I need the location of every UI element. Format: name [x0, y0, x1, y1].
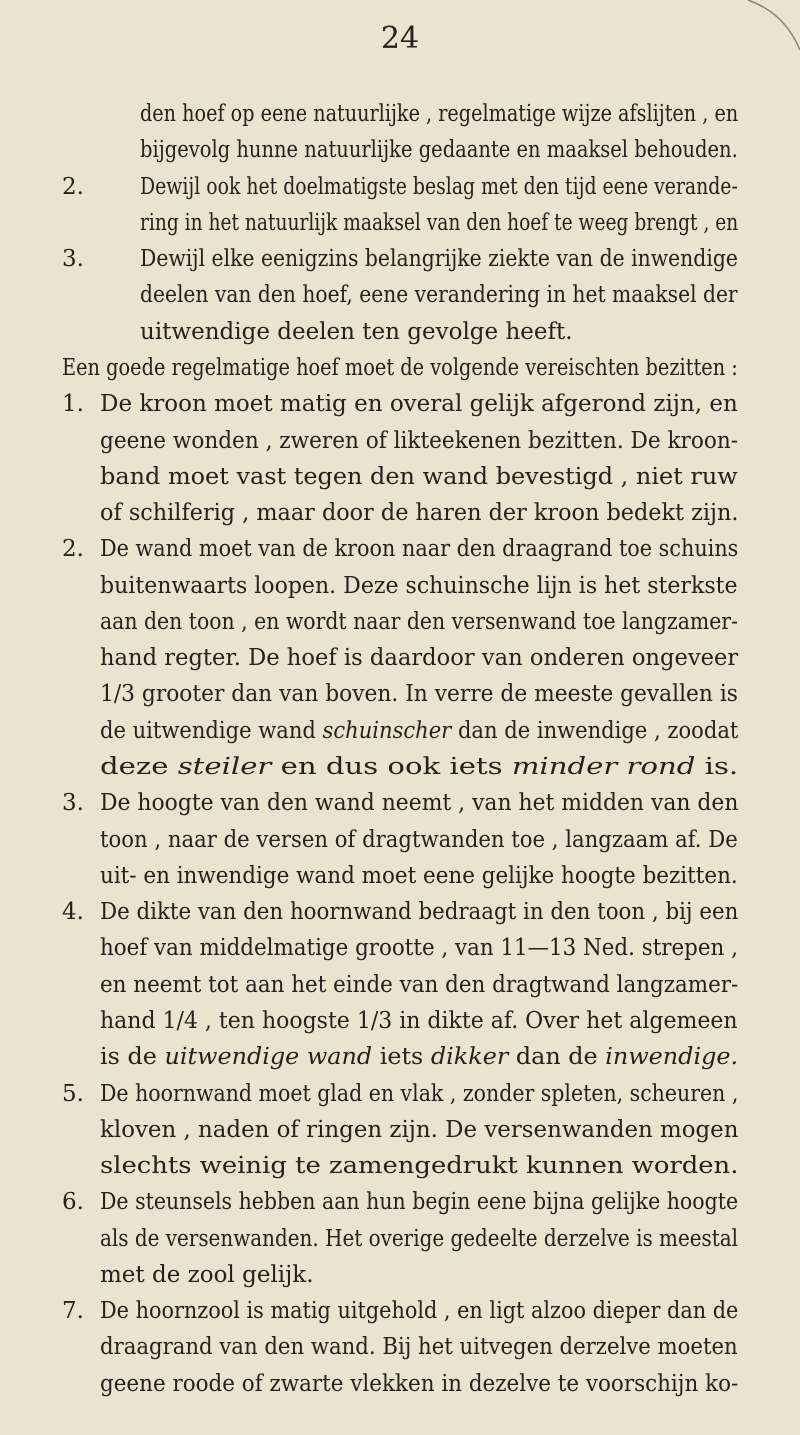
- item-number: 5.: [62, 1080, 84, 1107]
- text-line: aan den toon , en wordt naar den versenwand toe langzamer-: [100, 608, 738, 635]
- text-segment: dan de: [508, 1044, 606, 1071]
- italic-text: dikker: [430, 1044, 509, 1071]
- text-line: hand regter. De hoef is daardoor van onderen ongeveer: [100, 645, 739, 672]
- text-line: 1/3 grooter dan van boven. In verre de meeste gevallen is: [100, 681, 738, 708]
- text-line: Een goede regelmatige hoef moet de volgende vereischten bezitten :: [62, 354, 738, 381]
- text-line: geene roode of zwarte vlekken in dezelve te voorschijn ko-: [100, 1370, 739, 1397]
- text-line: uitwendige deelen ten gevolge heeft.: [140, 318, 573, 345]
- text-line: [100, 1042, 738, 1072]
- text-line: hand 1/4 , ten hoogste 1/3 in dikte af. Over het algemeen: [100, 1007, 738, 1034]
- text-line: en neemt tot aan het einde van den dragtwand langzamer-: [100, 971, 739, 998]
- text-line: De hoogte van den wand neemt , van het midden van den: [100, 790, 739, 817]
- text-line: slechts weinig te zamengedrukt kunnen worden.: [100, 1153, 739, 1180]
- text-line: De kroon moet matig en overal gelijk afgerond zijn, en: [100, 391, 738, 418]
- text-segment: dan de inwendige , zoodat: [451, 717, 739, 744]
- italic-text: steiler: [177, 754, 272, 780]
- page-corner-mark: [740, 0, 800, 60]
- text-line: als de versenwanden. Het overige gedeelte derzelve is meestal: [100, 1225, 739, 1252]
- item-number: 6.: [62, 1189, 84, 1216]
- text-line: geene wonden , zweren of likteekenen bezitten. De kroon-: [100, 427, 739, 454]
- text-segment: is.: [695, 754, 739, 780]
- italic-text: minder rond: [511, 754, 696, 780]
- text-line: Dewijl ook het doelmatigste beslag met den tijd eene verande-: [140, 173, 738, 200]
- text-line: draagrand van den wand. Bij het uitvegen derzelve moeten: [100, 1334, 738, 1361]
- item-number: 2.: [62, 173, 84, 200]
- text-line: deelen van den hoef, eene verandering in het maaksel der: [140, 282, 738, 309]
- text-segment: iets: [372, 1044, 431, 1071]
- item-number: 3.: [62, 790, 84, 817]
- text-line: [100, 752, 738, 782]
- item-number: 2.: [62, 536, 84, 563]
- italic-text: inwendige.: [605, 1044, 739, 1071]
- text-line: toon , naar de versen of dragtwanden toe , langzaam af. De: [100, 826, 738, 853]
- text-line: band moet vast tegen den wand bevestigd , niet ruw: [100, 463, 738, 490]
- text-segment: de uitwendige wand: [100, 717, 323, 744]
- italic-text: uitwendige wand: [164, 1044, 373, 1071]
- text-line: met de zool gelijk.: [100, 1261, 314, 1288]
- text-segment: is de: [100, 1044, 165, 1071]
- text-line: den hoef op eene natuurlijke , regelmatige wijze afslijten , en: [140, 101, 739, 127]
- item-number: 4.: [62, 899, 84, 926]
- text-line: ring in het natuurlijk maaksel van den hoef te weeg brengt , en: [140, 209, 739, 236]
- text-line: De wand moet van de kroon naar den draagrand toe schuins: [100, 536, 739, 563]
- text-line: De steunsels hebben aan hun begin eene bijna gelijke hoogte: [100, 1189, 739, 1216]
- page-number: 24: [380, 21, 420, 56]
- item-number: 1.: [62, 391, 84, 418]
- text-line: De hoornwand moet glad en vlak , zonder spleten, scheuren ,: [100, 1080, 739, 1107]
- text-line: Dewijl elke eenigzins belangrijke ziekte van de inwendige: [140, 246, 738, 273]
- item-number: 7.: [62, 1298, 84, 1325]
- text-line: bijgevolg hunne natuurlijke gedaante en maaksel behouden.: [140, 137, 738, 164]
- italic-text: schuinscher: [322, 717, 452, 744]
- text-line: kloven , naden of ringen zijn. De versenwanden mogen: [100, 1116, 739, 1143]
- text-line: De hoornzool is matig uitgehold , en ligt alzoo dieper dan de: [100, 1298, 739, 1325]
- text-line: buitenwaarts loopen. Deze schuinsche lijn is het sterkste: [100, 572, 738, 599]
- text-line: [100, 716, 738, 746]
- text-line: hoef van middelmatige grootte , van 11—13 Ned. strepen ,: [100, 935, 738, 962]
- text-line: De dikte van den hoornwand bedraagt in den toon , bij een: [100, 899, 739, 926]
- text-line: of schilferig , maar door de haren der kroon bedekt zijn.: [100, 500, 739, 527]
- text-segment: deze: [100, 754, 178, 780]
- text-segment: en dus ook iets: [271, 754, 512, 780]
- text-line: uit- en inwendige wand moet eene gelijke hoogte bezitten.: [100, 862, 738, 889]
- item-number: 3.: [62, 246, 84, 273]
